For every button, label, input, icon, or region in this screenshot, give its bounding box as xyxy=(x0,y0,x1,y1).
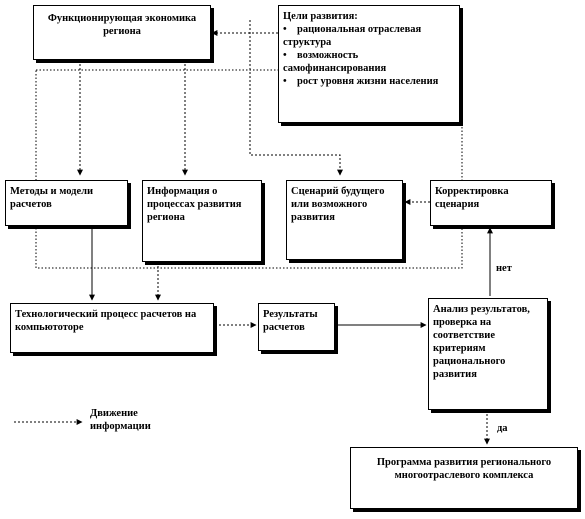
analysis-label: Анализ результатов, проверка на соответствие критериям рационального развития xyxy=(433,304,530,380)
process-information-label: Информация о процессах развития региона xyxy=(147,186,242,223)
yes-label: да xyxy=(497,423,508,434)
tech-process-box xyxy=(10,303,214,353)
bullet-icon: • xyxy=(283,24,287,35)
analysis-box xyxy=(428,298,548,410)
tech-process-label: Технологический процесс расчетов на компьютоторе xyxy=(15,309,197,333)
methods-models-label: Методы и модели расчетов xyxy=(10,186,94,210)
development-goals-title: Цели развития: xyxy=(283,11,358,22)
development-goals-list xyxy=(283,23,455,88)
methods-models-box xyxy=(5,180,128,226)
program-label: Программа развития регионального многоотраслевого комплекса xyxy=(376,457,552,481)
bullet-icon: • xyxy=(283,76,287,87)
legend-label: Движение информации xyxy=(90,407,180,433)
scenario-correction-label: Корректировка сценария xyxy=(435,186,509,210)
scenario-correction-box xyxy=(430,180,552,226)
functioning-economy-label: Функционирующая экономика региона xyxy=(47,13,197,37)
scenario-label: Сценарий будущего или возможного развития xyxy=(291,186,385,223)
development-goal-item: • возможность самофинансирования xyxy=(283,50,387,74)
development-goal-item: • рост уровня жизни населения xyxy=(283,76,439,87)
results-label: Результаты расчетов xyxy=(263,309,318,333)
process-information-box xyxy=(142,180,262,262)
no-label: нет xyxy=(496,263,512,274)
bullet-icon: • xyxy=(283,50,287,61)
functioning-economy-box xyxy=(33,5,211,60)
development-goal-item: • рациональная отраслевая структура xyxy=(283,24,422,48)
program-box xyxy=(350,447,578,509)
results-box xyxy=(258,303,335,351)
scenario-box xyxy=(286,180,403,260)
development-goals-box xyxy=(278,5,460,123)
